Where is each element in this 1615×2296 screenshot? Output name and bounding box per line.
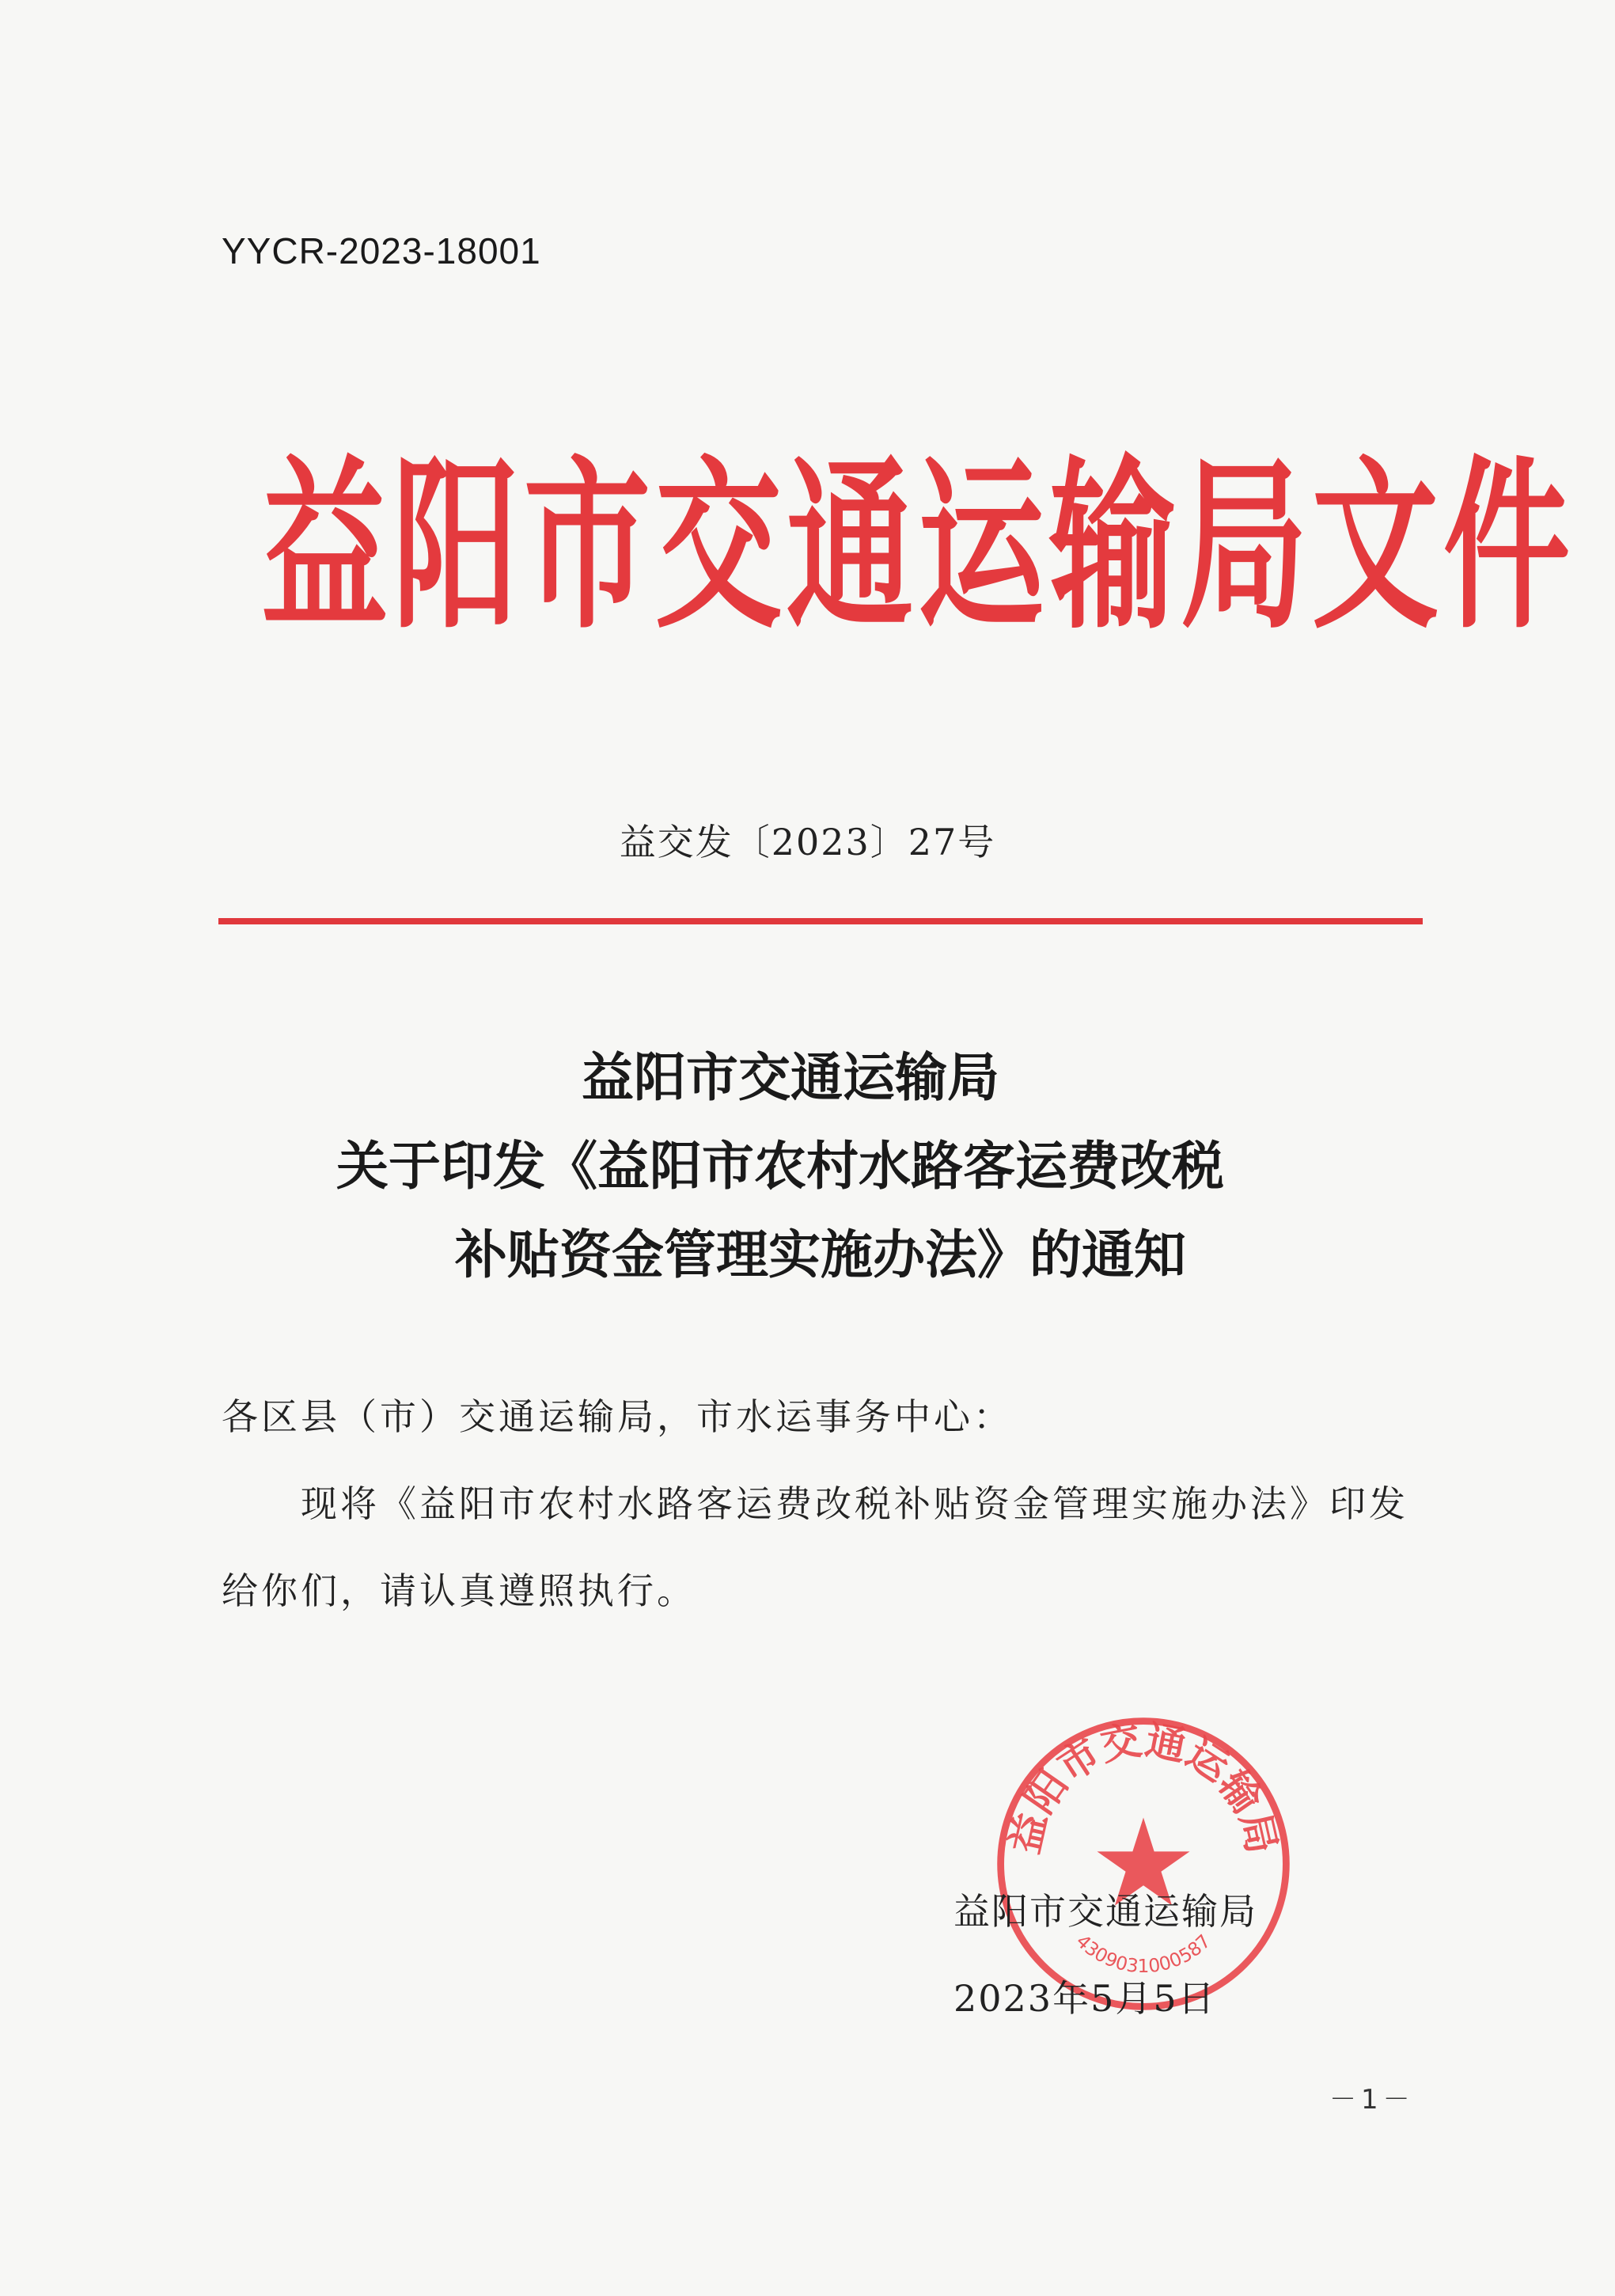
title-line-2: 关于印发《益阳市农村水路客运费改税 bbox=[336, 1135, 1224, 1197]
document-title bbox=[0, 1033, 1615, 1299]
red-divider-line bbox=[218, 918, 1423, 924]
body-paragraph: 现将《益阳市农村水路客运费改税补贴资金管理实施办法》印发给你们，请认真遵照执行。 bbox=[222, 1482, 1408, 1612]
document-code: YYCR-2023-18001 bbox=[222, 230, 541, 271]
document-body bbox=[222, 1373, 1424, 1634]
title-line-3: 补贴资金管理实施办法》的通知 bbox=[455, 1224, 1186, 1285]
seal-text: 益阳市交通运输局 bbox=[1001, 1716, 1286, 1858]
seal-number: 4309031000587 bbox=[1071, 1930, 1215, 1978]
signature-block bbox=[953, 1868, 1257, 2042]
red-letterhead: 益阳市交通运输局文件 bbox=[261, 438, 1575, 654]
salutation: 各区县（市）交通运输局，市水运事务中心： bbox=[222, 1395, 1013, 1438]
document-number: 益交发〔2023〕27号 bbox=[619, 821, 996, 863]
page-number: －1－ bbox=[1329, 2084, 1415, 2116]
title-line-1: 益阳市交通运输局 bbox=[582, 1046, 999, 1108]
signature-org: 益阳市交通运输局 bbox=[953, 1890, 1257, 1933]
signature-date: 2023年5月5日 bbox=[953, 1977, 1216, 2020]
